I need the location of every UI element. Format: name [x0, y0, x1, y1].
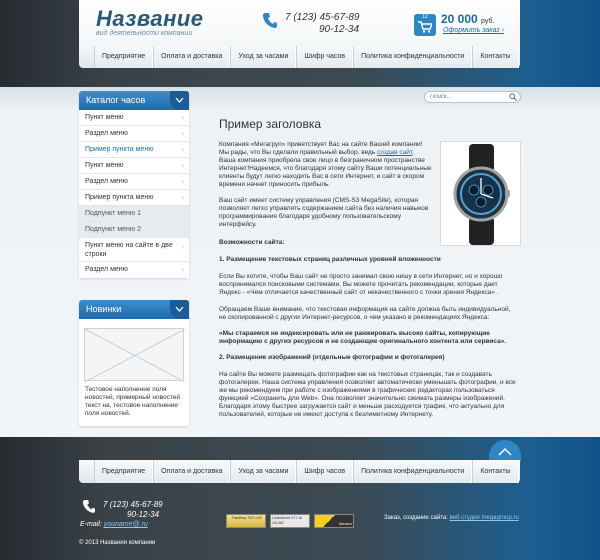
- footer-phone-line-1: 7 (123) 45-67-89: [103, 500, 163, 509]
- email-link[interactable]: youname@.ru: [103, 521, 148, 528]
- article-cms-paragraph: Ваш сайт имеет систему управления (CMS-S3 MegaSite), которая позволяет легко управлять содержанием сайта без наличия навыков программирования благодаря удобному пользовательскому интерфейсу.: [219, 197, 429, 228]
- chevron-right-icon: ›: [181, 113, 184, 122]
- create-site-link[interactable]: создав сайт: [377, 149, 413, 156]
- features-heading: Возможности сайта:: [219, 239, 285, 246]
- catalog-item[interactable]: Раздел меню ›: [79, 174, 189, 190]
- news-image-placeholder[interactable]: [84, 328, 184, 381]
- cart-total: 20 000 руб.: [441, 12, 495, 26]
- chevron-right-icon: ›: [181, 193, 184, 202]
- chevron-right-icon: ›: [181, 145, 184, 154]
- catalog-corner: [170, 91, 189, 110]
- footer-nav-item-payment[interactable]: Оплата и доставка: [153, 460, 230, 483]
- catalog-subitem[interactable]: Подпункт меню 1: [79, 206, 189, 222]
- footer-nav: [94, 460, 519, 483]
- news-text: Тестовое наполнение поля новостей, примерный новостей текст на, тестовое наполнение поля новостей.: [85, 386, 180, 417]
- section-1-text: Если Вы хотите, чтобы Ваш сайт не просто занимал свою нишу в сети Интернет, но и хорошо воспринимался поисковыми системами, Вы можете прочитать рекомендации, которые дает Яндекс - «Чем отличается качественный сайт от некачественного с точки зрения Яндекса» .: [219, 273, 503, 296]
- nav-item-enterprise[interactable]: Предприятие: [94, 46, 153, 68]
- section-1-note: Обращаем Ваше внимание, что текстовая информация на сайте должна быть индивидуальной, не скопированной с других Интернет-ресурсов, о чем указано в рекомендациях Яндекса:: [219, 306, 511, 321]
- catalog-item[interactable]: Раздел меню ›: [79, 126, 189, 142]
- nav-item-privacy[interactable]: Политика конфиденциальности: [353, 46, 472, 68]
- footer-email: E-mail: youname@.ru: [80, 521, 148, 528]
- counters: [226, 514, 354, 528]
- catalog-item[interactable]: Пункт меню ›: [79, 158, 189, 174]
- catalog-item[interactable]: Пункт меню на сайте в две строки ›: [79, 238, 189, 262]
- chevron-right-icon: ›: [181, 177, 184, 186]
- logo-title[interactable]: Название: [96, 6, 204, 31]
- chevron-right-icon: ›: [181, 265, 184, 274]
- catalog-widget: [79, 91, 189, 278]
- nav-item-watch-care[interactable]: Уход за часами: [230, 46, 296, 68]
- catalog-header: [79, 91, 189, 110]
- page-title: Пример заголовка: [219, 117, 322, 131]
- image-placeholder-icon: [85, 329, 185, 382]
- footer-nav-item-privacy[interactable]: Политика конфиденциальности: [353, 460, 472, 483]
- footer-phone-line-2: 90-12-34: [127, 510, 160, 519]
- search-box[interactable]: [424, 91, 521, 103]
- news-corner: [170, 300, 189, 319]
- chevron-right-icon: ›: [181, 242, 184, 251]
- nav-item-contacts[interactable]: Контакты: [472, 46, 518, 68]
- catalog-item[interactable]: Раздел меню ›: [79, 262, 189, 278]
- section-2-heading: 2. Размещение изображений (отдельные фотографии и фотогалерея): [219, 354, 445, 361]
- footer-nav-item-watch-code[interactable]: Шифр часов: [296, 460, 353, 483]
- catalog-counter[interactable]: Каталог: [314, 514, 354, 528]
- liveinternet-counter[interactable]: LiveInternet 471 16 101462: [270, 514, 310, 528]
- watch-image[interactable]: [440, 141, 521, 246]
- nav-item-payment[interactable]: Оплата и доставка: [153, 46, 230, 68]
- search-icon[interactable]: [509, 93, 517, 101]
- basket-icon: [418, 21, 432, 33]
- search-input[interactable]: [425, 92, 505, 102]
- news-widget: [79, 300, 189, 426]
- news-title: Новинки: [86, 304, 122, 314]
- chevron-up-icon: [489, 440, 521, 462]
- watch-icon: [441, 142, 522, 247]
- footer-phone-icon: [83, 499, 95, 513]
- footer-nav-item-contacts[interactable]: Контакты: [472, 460, 518, 483]
- catalog-title: Каталог часов: [86, 95, 146, 105]
- copyright: © 2013 Названии компании: [79, 540, 156, 546]
- megagroup-link[interactable]: веб студия megagroup.ru: [449, 515, 519, 521]
- yandex-quote: «Мы стараемся не индексировать или не ранжировать высоко сайты, копирующие информацию с других ресурсов и не создающие оригинального контента или сервиса».: [219, 330, 507, 345]
- footer-nav-item-watch-care[interactable]: Уход за часами: [230, 460, 296, 483]
- scroll-top-button[interactable]: [489, 440, 521, 462]
- catalog-item-active[interactable]: Пример пункта меню ›: [79, 142, 189, 158]
- main-nav: [94, 46, 519, 68]
- news-header: [79, 300, 189, 319]
- footer-nav-item-enterprise[interactable]: Предприятие: [94, 460, 153, 483]
- footer-nav-bar: [79, 460, 520, 483]
- catalog-item[interactable]: Пример пункта меню ›: [79, 190, 189, 206]
- section-1-heading: 1. Размещение текстовых страниц различных уровней вложенности: [219, 256, 441, 263]
- site-header: [79, 0, 520, 68]
- cart-icon[interactable]: [414, 14, 436, 36]
- catalog-item[interactable]: Пункт меню ›: [79, 110, 189, 126]
- section-2-text: На сайте Вы можете размещать фотографии как на текстовых страницах, так и создавать фотогалереи. Наша система управления позволяет автоматически уменьшать фотографии, и все же мы рекомендуем при работе с изображениями в графических редакторах пользоваться функцией «Сохранить для Web». Она позволяет значительно сжимать размеры изображений. Благодаря этому быстрее загружается сайт и меньше расходуется трафик, что актуально для пользователей, которые не имеют доступа к безлимитному Интернету.: [219, 371, 516, 418]
- header-phone-line-2: 90-12-34: [319, 24, 360, 35]
- chevron-down-icon: [175, 97, 184, 103]
- catalog-subitem[interactable]: Подпункт меню 2: [79, 222, 189, 238]
- chevron-right-icon: ›: [181, 129, 184, 138]
- nav-item-watch-code[interactable]: Шифр часов: [296, 46, 353, 68]
- phone-icon: [263, 12, 277, 28]
- chevron-right-icon: ›: [181, 161, 184, 170]
- chevron-down-icon: [175, 306, 184, 312]
- rambler-counter[interactable]: Рамблер ТОП-100: [226, 514, 266, 528]
- made-by: Заказ, создание сайта: веб студия megagroup.ru: [384, 515, 519, 521]
- logo-subtitle: вид деятельности компании: [96, 30, 193, 37]
- article-intro: Компания «Мегагруп» приветствует Вас на сайте Вашей компании! Мы рады, что Вы сделали правильный выбор, ведь создав сайт, Ваша компания приобрела свое лицо в безграничном пространстве Интернет!Надеемся, что благодаря этому сайту Ваши потенциальные клиенты будут легко находить Вас в сети Интернет, и сайт в скором времени начнет приносить прибыль.: [219, 141, 432, 188]
- cart-count: 12: [422, 14, 428, 20]
- checkout-link[interactable]: Оформить заказ ›: [443, 27, 504, 34]
- header-phone-line-1: 7 (123) 45-67-89: [285, 12, 360, 23]
